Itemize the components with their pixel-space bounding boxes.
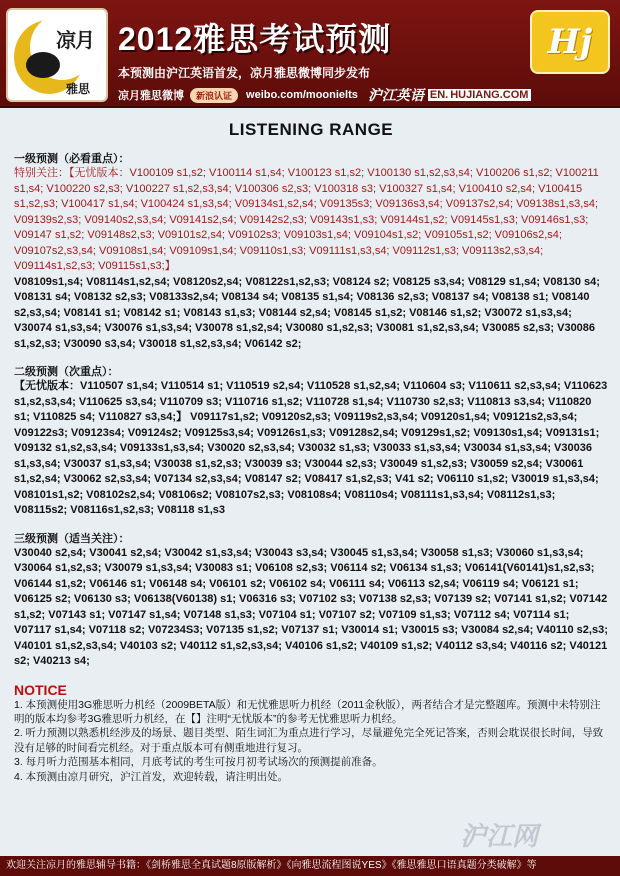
hujiang-name: 沪江英语	[367, 87, 424, 103]
notice-item: 1. 本预测使用3G雅思听力机经（2009BETA版）和无忧雅思听力机经（2011金秋版），两者结合才是完整题库。预测中未特别注明的版本均参考3G雅思听力机经，在【】注明“无忧版本”的参考无忧雅思听力机经。	[14, 698, 601, 725]
hujiang-url[interactable]: HUJIANG.COM	[450, 89, 531, 101]
hj-logo-text: Hj	[547, 22, 593, 62]
notice-title: NOTICE	[14, 681, 67, 698]
page-subtitle: 本预测由沪江英语首发，凉月雅思微博同步发布	[118, 66, 371, 80]
hujiang-logo	[530, 10, 610, 74]
level3-list: V30040 s2,s4; V30041 s2,s4; V30042 s1,s3,s4; V30043 s3,s4; V30045 s1,s3,s4; V30058 s1,s3; V30060 s1,s3,s4; V30064 s1,s2,s3; V30079 s1,s3,s4; V30083 s1; V06108 s2,s3; V06114 s2; V06134 s1,s3; V06141(V60141)s1,s2,s3; V06144 s1,s2; V06146 s1; V06148 s4; V06101 s2; V06102 s4; V06111 s4; V06113 s2,s4; V06119 s4; V06121 s1; V06125 s2; V06130 s3; V06138(V60138) s1; V06316 s3; V07102 s3; V07138 s2,s3; V07139 s2; V07141 s1,s2; V07142 s1,s2; V07143 s1; V07147 s1,s4; V07148 s1,s3; V07104 s1; V07107 s2; V07109 s1,s3; V07112 s4; V07114 s1; V07117 s1,s4; V07118 s2; V07234S3; V07135 s1,s2; V07137 s1; V30014 s1; V30015 s3; V30084 s2,s4; V40110 s2,s3; V40101 s1,s2,s3,s4; V40103 s2; V40112 s1,s2,s3,s4; V40106 s1,s2; V40109 s1,s2; V40112 s3,s4; V40116 s2; V40121 s2; V40213 s4;	[14, 546, 608, 667]
logo-subtitle: 雅思	[66, 82, 91, 96]
notice-item: 4. 本预测由凉月研究，沪江首发，欢迎转载，请注明出处。	[14, 770, 289, 783]
level1-list: V08109s1,s4; V08114s1,s2,s4; V08120s2,s4; V08122s1,s2,s3; V08124 s2; V08125 s3,s4; V08129 s1,s4; V08130 s4; V08131 s4; V08132 s2,s3; V08133s2,s4; V08134 s4; V08135 s1,s4; V08136 s2,s3; V08137 s4; V08138 s1; V08140 s2,s3,s4; V08141 s1; V08142 s1; V08143 s1,s3; V08144 s2,s4; V08145 s1,s2; V08146 s1,s2; V30072 s1,s3,s4; V30074 s1,s3,s4; V30076 s1,s3,s4; V30078 s1,s2,s4; V30080 s1,s2,s3; V30081 s1,s2,s3,s4; V30085 s2,s3; V30086 s1,s2,s3; V30090 s3,s4; V30018 s1,s2,s3,s4; V06142 s2;	[14, 275, 600, 350]
logo-name: 凉月	[56, 28, 94, 52]
level2-heading: 二级预测（次重点）：	[14, 366, 119, 378]
face-silhouette-icon	[26, 52, 60, 78]
header-banner	[0, 0, 620, 108]
weibo-url[interactable]: weibo.com/moonielts	[246, 89, 358, 101]
notice-item: 2. 听力预测以熟悉机经涉及的场景、题目类型、陌生词汇为重点进行学习，尽量避免完全死记答案，否则会耽误很长时间，导致没有足够的时间看完机经。对于重点版本可有侧重地进行复习。	[14, 727, 604, 754]
weibo-label: 凉月雅思微博	[118, 90, 184, 102]
footer-bar: 欢迎关注凉月的雅思辅导书籍：《剑桥雅思全真试题8原版解析》《向雅思流程图说YES》《雅思雅思口语真题分类破解》等	[0, 856, 620, 876]
notice-item: 3. 每月听力范围基本相同，月底考试的考生可按月初考试场次的预测提前准备。	[14, 756, 383, 769]
section-title: LISTENING RANGE	[228, 120, 394, 139]
hujiang-watermark: 沪江网	[460, 822, 539, 852]
weibo-verified-badge: 新浪认证	[190, 88, 238, 103]
level2-list: 【无忧版本：V110507 s1,s4; V110514 s1; V110519 s2,s4; V110528 s1,s2,s4; V110604 s3; V110611 s2,s3,s4; V110623 s1,s2,s3,s4; V110625 s3,s4; V110709 s3; V110716 s1,s2; V110728 s1,s4; V110730 s2,s3; V110813 s3,s4; V110820 s1; V110825 s4; V110827 s3,s4;】 V09117s1,s2; V09120s2,s3; V09119s2,s3,s4; V09120s1,s4; V09121s2,s3,s4; V09122s3; V09123s4; V09124s2; V09125s3,s4; V09126s1,s3; V09128s2,s4; V09129s1,s2; V09130s1,s4; V09131s1; V09132 s1,s2,s3,s4; V09133s1,s3,s4; V30020 s2,s3,s4; V30032 s1,s3; V30033 s1,s3,s4; V30034 s1,s3,s4; V30036 s1,s3,s4; V30037 s1,s3,s4; V30038 s1,s2,s3; V30039 s3; V30044 s2,s3; V30049 s1,s2,s3; V30059 s2,s4; V30061 s1,s2,s4; V30062 s2,s3,s4; V07134 s2,s3,s4; V08147 s2; V08417 s1,s2,s3; V41 s2; V06110 s1,s2; V30019 s1,s3,s4; V08101s1,s2; V08102s2,s4; V08106s2; V08107s2,s3; V08108s4; V08110s4; V08111s1,s3,s4; V08112s1,s3; V08115s2; V08116s1,s2,s3; V08118 s1,s3	[14, 380, 608, 516]
level1-special-focus: 特别关注：【无忧版本：V100109 s1,s2; V100114 s1,s4; V100123 s1,s2; V100130 s1,s2,s3,s4; V100206 s1,s2; V100211 s1,s4; V100220 s2,s3; V100227 s1,s2,s3,s4; V100306 s2,s3; V100318 s3; V100327 s1,s4; V100410 s2,s4; V100415 s1,s2,s3; V100417 s1,s4; V100424 s1,s3,s4; V09134s1,s2,s4; V09135s3; V09136s3,s4; V09137s2,s4; V09138s1,s3,s4; V09139s2,s3; V09140s2,s3,s4; V09141s2,s4; V09142s2,s3; V09143s1,s3; V09144s1,s2; V09145s1,s3; V09146s1,s3; V09147 s1,s2; V09148s2,s3; V09101s2,s4; V09102s3; V09103s1,s4; V09104s1,s2; V09105s1,s2; V09106s2,s4; V09107s2,s3,s4; V09108s1,s4; V09109s1,s4; V09110s1,s3; V09111s1,s3,s4; V09112s1,s3; V09113s2,s3,s4; V09114s1,s2,s3; V09115s1,s3;】	[14, 167, 599, 272]
page-title: 2012雅思考试预测	[118, 21, 392, 57]
main-content	[14, 112, 608, 784]
social-row	[118, 86, 531, 104]
level3-heading: 三级预测（适当关注）：	[14, 532, 130, 545]
hujiang-url-prefix[interactable]: EN.	[429, 89, 449, 101]
level1-heading: 一级预测（必看重点）：	[14, 153, 130, 165]
moon-logo	[6, 8, 108, 102]
